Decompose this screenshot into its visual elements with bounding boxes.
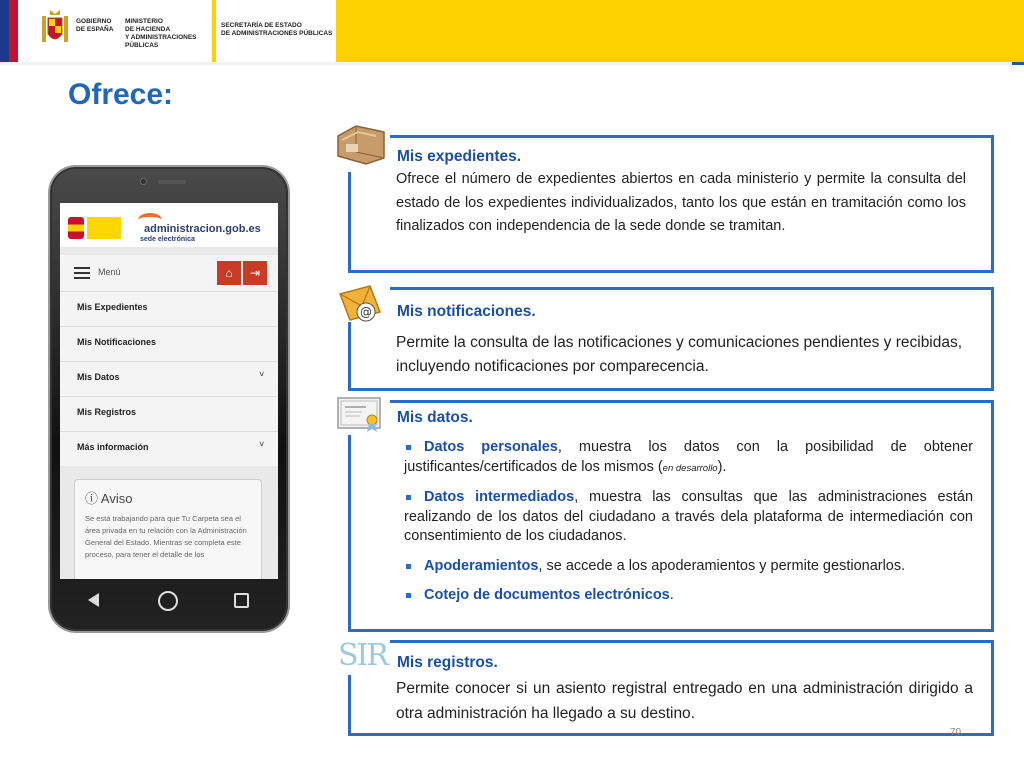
datos-personales-label: Datos personales — [424, 439, 558, 455]
apoderamientos-label: Apoderamientos — [424, 557, 539, 574]
slide-number: 70 — [950, 727, 962, 738]
recent-apps-icon[interactable] — [234, 593, 249, 608]
screen-menu-bar — [60, 255, 278, 291]
logout-icon[interactable]: ⇥ — [243, 261, 267, 285]
phone-mockup — [50, 167, 288, 631]
expedientes-text: Ofrece el número de expedientes abiertos en cada ministerio y permite la consulta del estado de los expedientes individualizados, tanto los que están en tramitación como los finalizados con independencia de la sede donde se tramitan. — [396, 171, 966, 234]
email-icon — [336, 284, 386, 326]
datos-intermediados-label: Datos intermediados — [424, 489, 575, 505]
header-divider — [0, 62, 1024, 65]
folder-icon — [336, 122, 390, 166]
ministry-label: MINISTERIO DE HACIENDA Y ADMINISTRACIONES PÚBLICAS — [125, 18, 197, 49]
bullet-datos-personales: Datos personales, muestra los datos con la posibilidad de obtener justificantes/certificados de los mismos (en desarrollo). — [404, 438, 973, 478]
header-band — [0, 0, 1024, 62]
admin-logo-sub: sede electrónica — [140, 236, 195, 243]
secretary-box — [216, 0, 336, 62]
menu-item-registros[interactable]: Mis Registros — [60, 396, 278, 431]
menu-label[interactable]: Menú — [98, 267, 121, 277]
home-circle-icon[interactable] — [158, 591, 178, 611]
sir-logo-icon: SIR — [338, 638, 387, 673]
back-icon[interactable] — [88, 593, 99, 607]
aviso-title: ⓘ Aviso — [85, 491, 133, 506]
chevron-down-icon[interactable]: ˅ — [259, 440, 264, 449]
svg-text:@: @ — [360, 305, 372, 319]
menu-item-expedientes[interactable]: Mis Expedientes — [60, 291, 278, 326]
notificaciones-text: Permite la consulta de las notificaciones y comunicaciones pendientes y recibidas, incluyendo notificaciones por comparecencia. — [396, 334, 963, 375]
notificaciones-title: Mis notificaciones. — [397, 303, 536, 320]
home-icon[interactable]: ⌂ — [217, 261, 241, 285]
chevron-down-icon[interactable]: ˅ — [259, 370, 264, 379]
secretary-label: SECRETARÍA DE ESTADO DE ADMINISTRACIONES PÚBLICAS — [221, 22, 333, 37]
certificate-icon — [336, 396, 384, 434]
expedientes-title: Mis expedientes. — [397, 148, 522, 165]
aviso-text: Se está trabajando para que Tu Carpeta sea el área privada en tu relación con la Administración General del Estado. Mientras se completa este proceso, para tener el detalle de los — [85, 514, 247, 559]
bullet-apoderamientos: Apoderamientos, se accede a los apoderamientos y permite gestionarlos. — [404, 557, 973, 577]
registros-title: Mis registros. — [397, 654, 498, 671]
menu-item-mas-informacion[interactable]: Más información ˅ — [60, 431, 278, 466]
registros-text: Permite conocer si un asiento registral entregado en una administración dirigido a otra administración ha llegado a su destino. — [396, 680, 973, 722]
phone-screen — [60, 203, 278, 579]
datos-title: Mis datos. — [397, 409, 473, 426]
menu-item-notificaciones[interactable]: Mis Notificaciones — [60, 326, 278, 361]
page-title: Ofrece: — [68, 78, 174, 111]
earpiece — [158, 180, 186, 184]
government-logo-box — [18, 0, 214, 62]
screen-coat-icon — [68, 217, 84, 239]
corner-accent — [1012, 62, 1024, 65]
screen-gov-logo — [87, 217, 121, 239]
bullet-datos-intermediados: Datos intermediados, muestra las consultas que las administraciones están realizando de los datos del ciudadano a través dela plataforma de intermediación con consentimiento de los ciudadanos. — [404, 488, 973, 547]
bullet-cotejo: Cotejo de documentos electrónicos. — [404, 586, 973, 606]
government-label: GOBIERNO DE ESPAÑA — [76, 18, 114, 33]
hamburger-icon[interactable] — [74, 267, 90, 279]
datos-bullet-list — [404, 438, 973, 616]
eu-flag-strip — [0, 0, 18, 62]
menu-item-datos[interactable]: Mis Datos ˅ — [60, 361, 278, 396]
screen-header — [60, 203, 278, 247]
aviso-panel — [74, 479, 262, 579]
admin-logo-text[interactable]: administracion.gob.es — [144, 223, 261, 235]
camera-icon — [140, 178, 147, 185]
coat-of-arms-icon — [40, 8, 70, 48]
cotejo-label: Cotejo de documentos electrónicos — [424, 587, 670, 603]
